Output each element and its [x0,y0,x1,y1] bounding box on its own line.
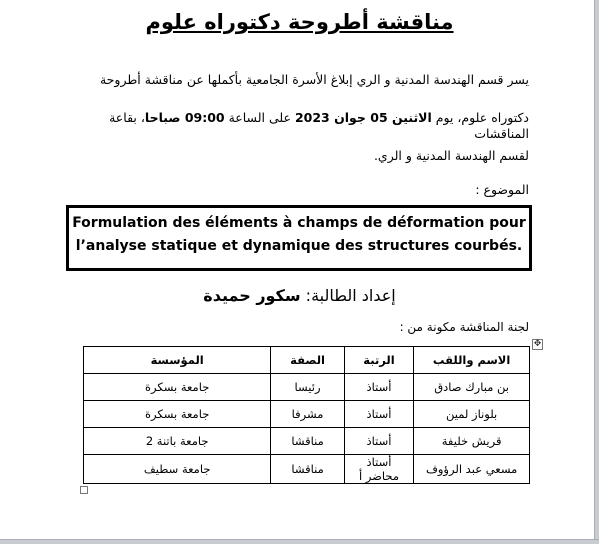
cell-role: مشرفا [271,401,344,428]
cell-role: مناقشا [271,428,344,455]
page-title-text: مناقشة أطروحة دكتوراه علوم [145,10,454,34]
committee-label: لجنة المناقشة مكونة من : [399,320,529,334]
subject-line-2: l’analyse statique et dynamique des structures courbés. [75,238,523,254]
table-row [84,428,530,455]
intro-line-2-mid: على الساعة [224,110,295,125]
intro-line-2-end: ، بقاعة المناقشات [109,110,529,141]
table-header-row [84,347,530,374]
cell-rank: أستاذ محاضر أ [344,455,413,484]
cell-name: قريش خليفة [414,428,530,455]
cell-institution: جامعة بسكرة [84,374,271,401]
defense-time: 09:00 صباحا [144,110,225,125]
subject-box [66,205,532,271]
cell-rank: أستاذ [344,374,413,401]
cell-role: رئيسا [271,374,344,401]
table-move-handle-icon[interactable]: ✥ [533,339,542,349]
cell-name: بن مبارك صادق [414,374,530,401]
cell-institution: جامعة باتنة 2 [84,428,271,455]
cell-institution: جامعة سطيف [84,455,271,484]
intro-line-3: لقسم الهندسة المدنية و الري. [373,148,529,163]
intro-line-2-start: دكتوراه علوم، يوم [431,110,529,125]
cell-rank: أستاذ [344,428,413,455]
intro-line-1: يسر قسم الهندسة المدنية و الري إبلاغ الأسرة الجامعية بأكملها عن مناقشة أطروحة [99,72,529,87]
header-rank: الرتبة [344,347,413,374]
table-row [84,455,530,484]
page-title [0,10,599,34]
committee-table [83,346,530,484]
intro-line-2 [69,110,529,142]
header-institution: المؤسسة [84,347,271,374]
header-role: الصفة [271,347,344,374]
cell-rank: أستاذ [344,401,413,428]
defense-date: الاثنين 05 جوان 2023 [294,110,432,125]
table-row [84,374,530,401]
page-right-edge [594,0,599,544]
page-bottom-edge [0,539,599,544]
cell-name: بلوناز لمين [414,401,530,428]
cell-institution: جامعة بسكرة [84,401,271,428]
author-prefix: إعداد الطالبة: [300,286,396,305]
cell-role: مناقشا [271,455,344,484]
table-row [84,401,530,428]
subject-line-1: Formulation des éléments à champs de déformation pour [72,215,526,231]
author-name: سكور حميدة [203,286,301,305]
author-line [0,286,599,305]
subject-label: الموضوع : [475,182,529,197]
header-name: الاسم واللقب [414,347,530,374]
table-resize-handle[interactable] [80,486,88,494]
cell-name: مسعي عبد الرؤوف [414,455,530,484]
